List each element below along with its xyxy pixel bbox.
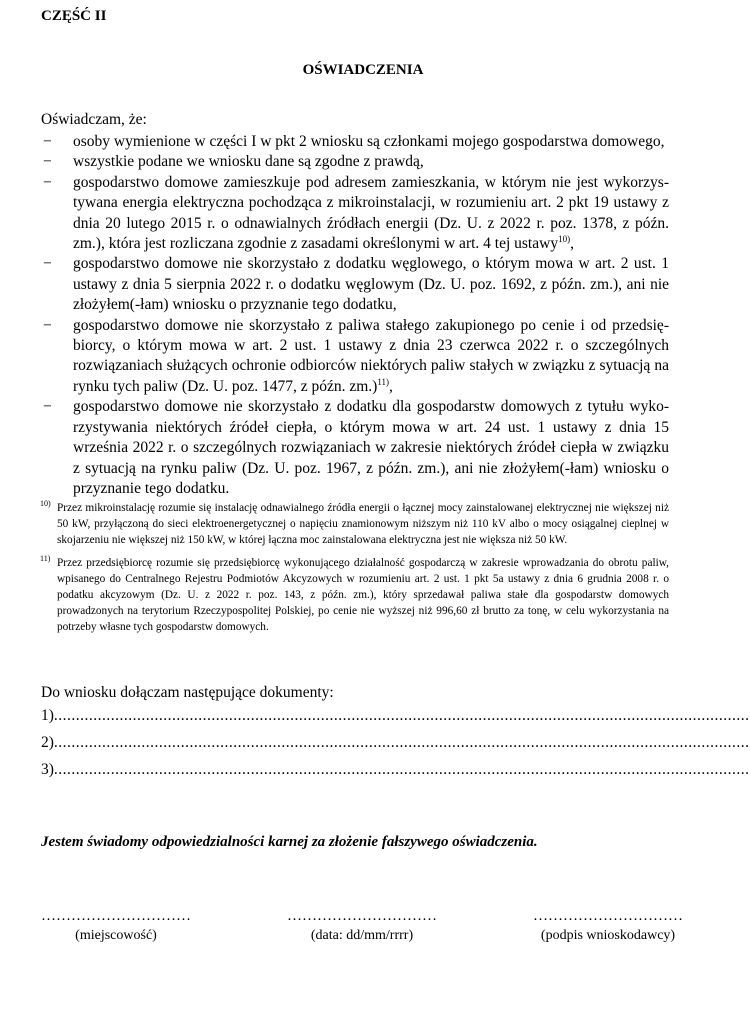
attachment-field[interactable]: ...............................................................................................................................................................: [53, 761, 750, 778]
attachments-heading: Do wniosku dołączam następujące dokumenty:: [41, 684, 334, 701]
footnotes: [41, 500, 669, 642]
attachment-row-2[interactable]: [41, 734, 750, 756]
footnote-text: Przez mikroinstalację rozumie się instalację odnawialnego źródła energii o łącznej mocy zainstalowanej elektrycznej nie większej niż 50 kW, przyłączoną do sieci elektroenergetycznej o napięciu znamionowym niższym niż 110 kV albo o mocy osiągalnej cieplnej w skojarzeniu nie większej niż 150 kW, w której łączna moc zainstalowana elektryczna jest nie większa niż 50 kW.: [57, 502, 669, 547]
declaration-list: [41, 132, 669, 499]
declaration-punct: ,: [570, 235, 574, 253]
declaration-text: wszystkie podane we wniosku dane są zgodne z prawdą,: [73, 153, 424, 171]
place-caption: (miejscowość): [75, 928, 157, 943]
attachment-number: 2): [41, 734, 54, 751]
signature-applicant: [508, 908, 708, 944]
attachment-field[interactable]: ...............................................................................................................................................................: [53, 734, 750, 751]
declaration-item: [41, 173, 669, 255]
signature-caption: (podpis wnioskodawcy): [540, 928, 676, 943]
dash-icon: −: [43, 398, 52, 416]
page-title: OŚWIADCZENIA: [302, 62, 424, 78]
date-field[interactable]: …………………………: [287, 908, 437, 924]
signature-place: [16, 908, 216, 944]
declaration-text: gospodarstwo domowe nie skorzystało z dodatku węglowego, o którym mowa w art. 2 ust. 1 ustawy z dnia 5 sierpnia 2022 r. o dodatku węglowym (Dz. U. poz. 1692, z późn. zm.), ani nie złożyłem(-łam) wniosku o przyznanie tego dodatku,: [73, 255, 669, 314]
footnote-text: Przez przedsiębiorcę rozumie się przedsiębiorcę wykonującego działalność gospodarczą w zakresie wprowadzania do obrotu paliw, wpisanego do Centralnego Rejestru Podmiotów Akcyzowych w rozumieniu art. 2 ust. 1 pkt 5a ustawy z dnia 6 grudnia 2008 r. o podatku akcyzowym (Dz. U. z 2022 r. poz. 143, z późn. zm.), który sprzedawał paliwa stałe dla gospodarstw domowych prowadzonych na terytorium Rzeczypospolitej Polskiej, po cenie nie wyższej niż 996,60 zł brutto za tonę, w celu wykorzystania na potrzeby własne tych gospodarstw domowych.: [57, 556, 669, 634]
declaration-item: [41, 397, 669, 499]
dash-icon: −: [43, 255, 52, 273]
dash-icon: −: [43, 153, 52, 171]
declaration-text: gospodarstwo domowe nie skorzystało z dodatku dla gospodarstw domowych z tytułu wykorzystywania niektórych źródeł ciepła, o którym mowa w art. 24 ust. 1 ustawy z dnia 15 września 2022 r. o szczególnych rozwiązaniach w zakresie niektórych źródeł ciepła w związku z sytuacją na rynku paliw (Dz. U. poz. 1967, z późn. zm.), ani nie złożyłem(-łam) wniosku o przyznanie tego dodatku.: [73, 398, 669, 497]
declaration-item: [41, 254, 669, 315]
declaration-item: [41, 316, 669, 398]
footnote-ref: 11): [377, 376, 389, 387]
attachment-field[interactable]: ...............................................................................................................................................................: [53, 707, 750, 724]
signature-field[interactable]: …………………………: [533, 908, 683, 924]
declaration-text: gospodarstwo domowe nie skorzystało z paliwa stałego zakupionego po cenie i od przedsiębiorcy, o którym mowa w art. 2 ust. 1 ustawy z dnia 23 czerwca 2022 r. o szczególnych rozwiązaniach służących ochronie odbiorców niektórych paliw stałych w związku z sytuacją na rynku tych paliw (Dz. U. poz. 1477, z późn. zm.): [73, 316, 669, 395]
liability-statement: Jestem świadomy odpowiedzialności karnej za złożenie fałszywego oświadczenia.: [41, 834, 538, 850]
footnote: [41, 500, 669, 549]
declaration-punct: ,: [389, 377, 393, 395]
attachment-row-1[interactable]: [41, 707, 750, 729]
declaration-intro: Oświadczam, że:: [41, 111, 147, 128]
part-title: CZĘŚĆ II: [41, 8, 107, 24]
footnote-ref: 10): [558, 233, 571, 244]
signature-date: [262, 908, 462, 944]
declaration-text: osoby wymienione w części I w pkt 2 wniosku są członkami mojego gospodarstwa domowego,: [73, 133, 665, 150]
attachment-row-3[interactable]: [41, 761, 750, 783]
declaration-text: gospodarstwo domowe zamieszkuje pod adresem zamieszkania, w którym nie jest wykorzystywana energia elektryczna pochodząca z mikroinstalacji, w rozumieniu art. 2 pkt 19 ustawy z dnia 20 lutego 2015 r. o odnawialnych źródłach energii (Dz. U. z 2022 r. poz. 1378, z późn. zm.), która jest rozliczana zgodnie z zasadami określonymi w art. 4 tej ustawy: [73, 173, 669, 253]
place-field[interactable]: …………………………: [41, 908, 191, 924]
footnote: [41, 555, 669, 636]
date-caption: (data: dd/mm/rrrr): [310, 928, 414, 943]
attachment-number: 1): [41, 707, 54, 724]
footnote-mark: 11): [40, 553, 51, 563]
declaration-item: [41, 152, 669, 172]
dash-icon: −: [43, 133, 52, 150]
footnote-mark: 10): [40, 499, 51, 508]
dash-icon: −: [43, 316, 52, 334]
declaration-item: [41, 132, 669, 152]
attachment-number: 3): [41, 761, 54, 778]
dash-icon: −: [43, 173, 52, 191]
